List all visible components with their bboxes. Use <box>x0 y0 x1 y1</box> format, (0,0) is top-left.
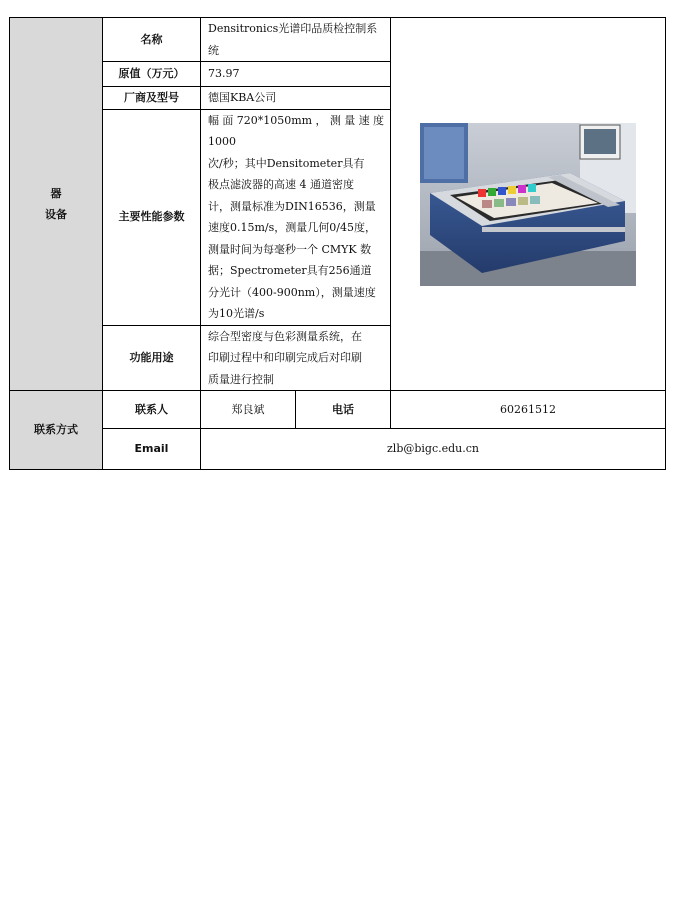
equipment-info-table <box>9 17 666 470</box>
usage-line: 综合型密度与色彩测量系统，在 <box>208 329 362 343</box>
phone-label: 电话 <box>296 391 391 429</box>
specs-value <box>201 109 391 325</box>
specs-line: 速度0.15m/s，测量几何0/45度， <box>208 221 376 234</box>
email-label: Email <box>103 429 201 470</box>
contact-section-label: 联系方式 <box>10 391 103 470</box>
person-value: 郑良斌 <box>201 391 296 429</box>
maker-value: 德国KBA公司 <box>201 87 391 110</box>
email-value: zlb@bigc.edu.cn <box>201 429 666 470</box>
price-value: 73.97 <box>201 62 391 87</box>
specs-line: 极点滤波器的高速 4 通道密度 <box>208 178 354 191</box>
specs-line: 幅面720*1050mm，测量速度1000 <box>208 113 385 148</box>
specs-line: 据；Spectrometer具有256通道 <box>208 264 372 277</box>
equipment-label-line1: 器 <box>50 186 62 200</box>
maker-label: 厂商及型号 <box>103 87 201 110</box>
specs-line: 为10光谱/s <box>208 307 265 320</box>
equipment-section-label <box>10 18 103 391</box>
specs-line: 次/秒；其中Densitometer具有 <box>208 156 365 170</box>
specs-label: 主要性能参数 <box>103 109 201 325</box>
name-label: 名称 <box>103 18 201 62</box>
phone-value: 60261512 <box>391 391 666 429</box>
usage-line: 印刷过程中和印刷完成后对印刷 <box>208 351 362 364</box>
usage-value <box>201 325 391 391</box>
price-label: 原值（万元） <box>103 62 201 87</box>
equipment-photo <box>420 123 636 286</box>
name-value: Densitronics光谱印品质检控制系统 <box>201 18 391 62</box>
equipment-label-line2: 设备 <box>45 208 67 221</box>
specs-line: 分光计（400-900nm），测量速度 <box>208 285 376 299</box>
person-label: 联系人 <box>103 391 201 429</box>
usage-label: 功能用途 <box>103 325 201 391</box>
equipment-photo-cell <box>391 18 666 391</box>
specs-line: 计，测量标准为DIN16536，测量 <box>208 199 376 213</box>
specs-line: 测量时间为每毫秒一个 CMYK 数 <box>208 242 372 256</box>
usage-line: 质量进行控制 <box>208 372 274 386</box>
